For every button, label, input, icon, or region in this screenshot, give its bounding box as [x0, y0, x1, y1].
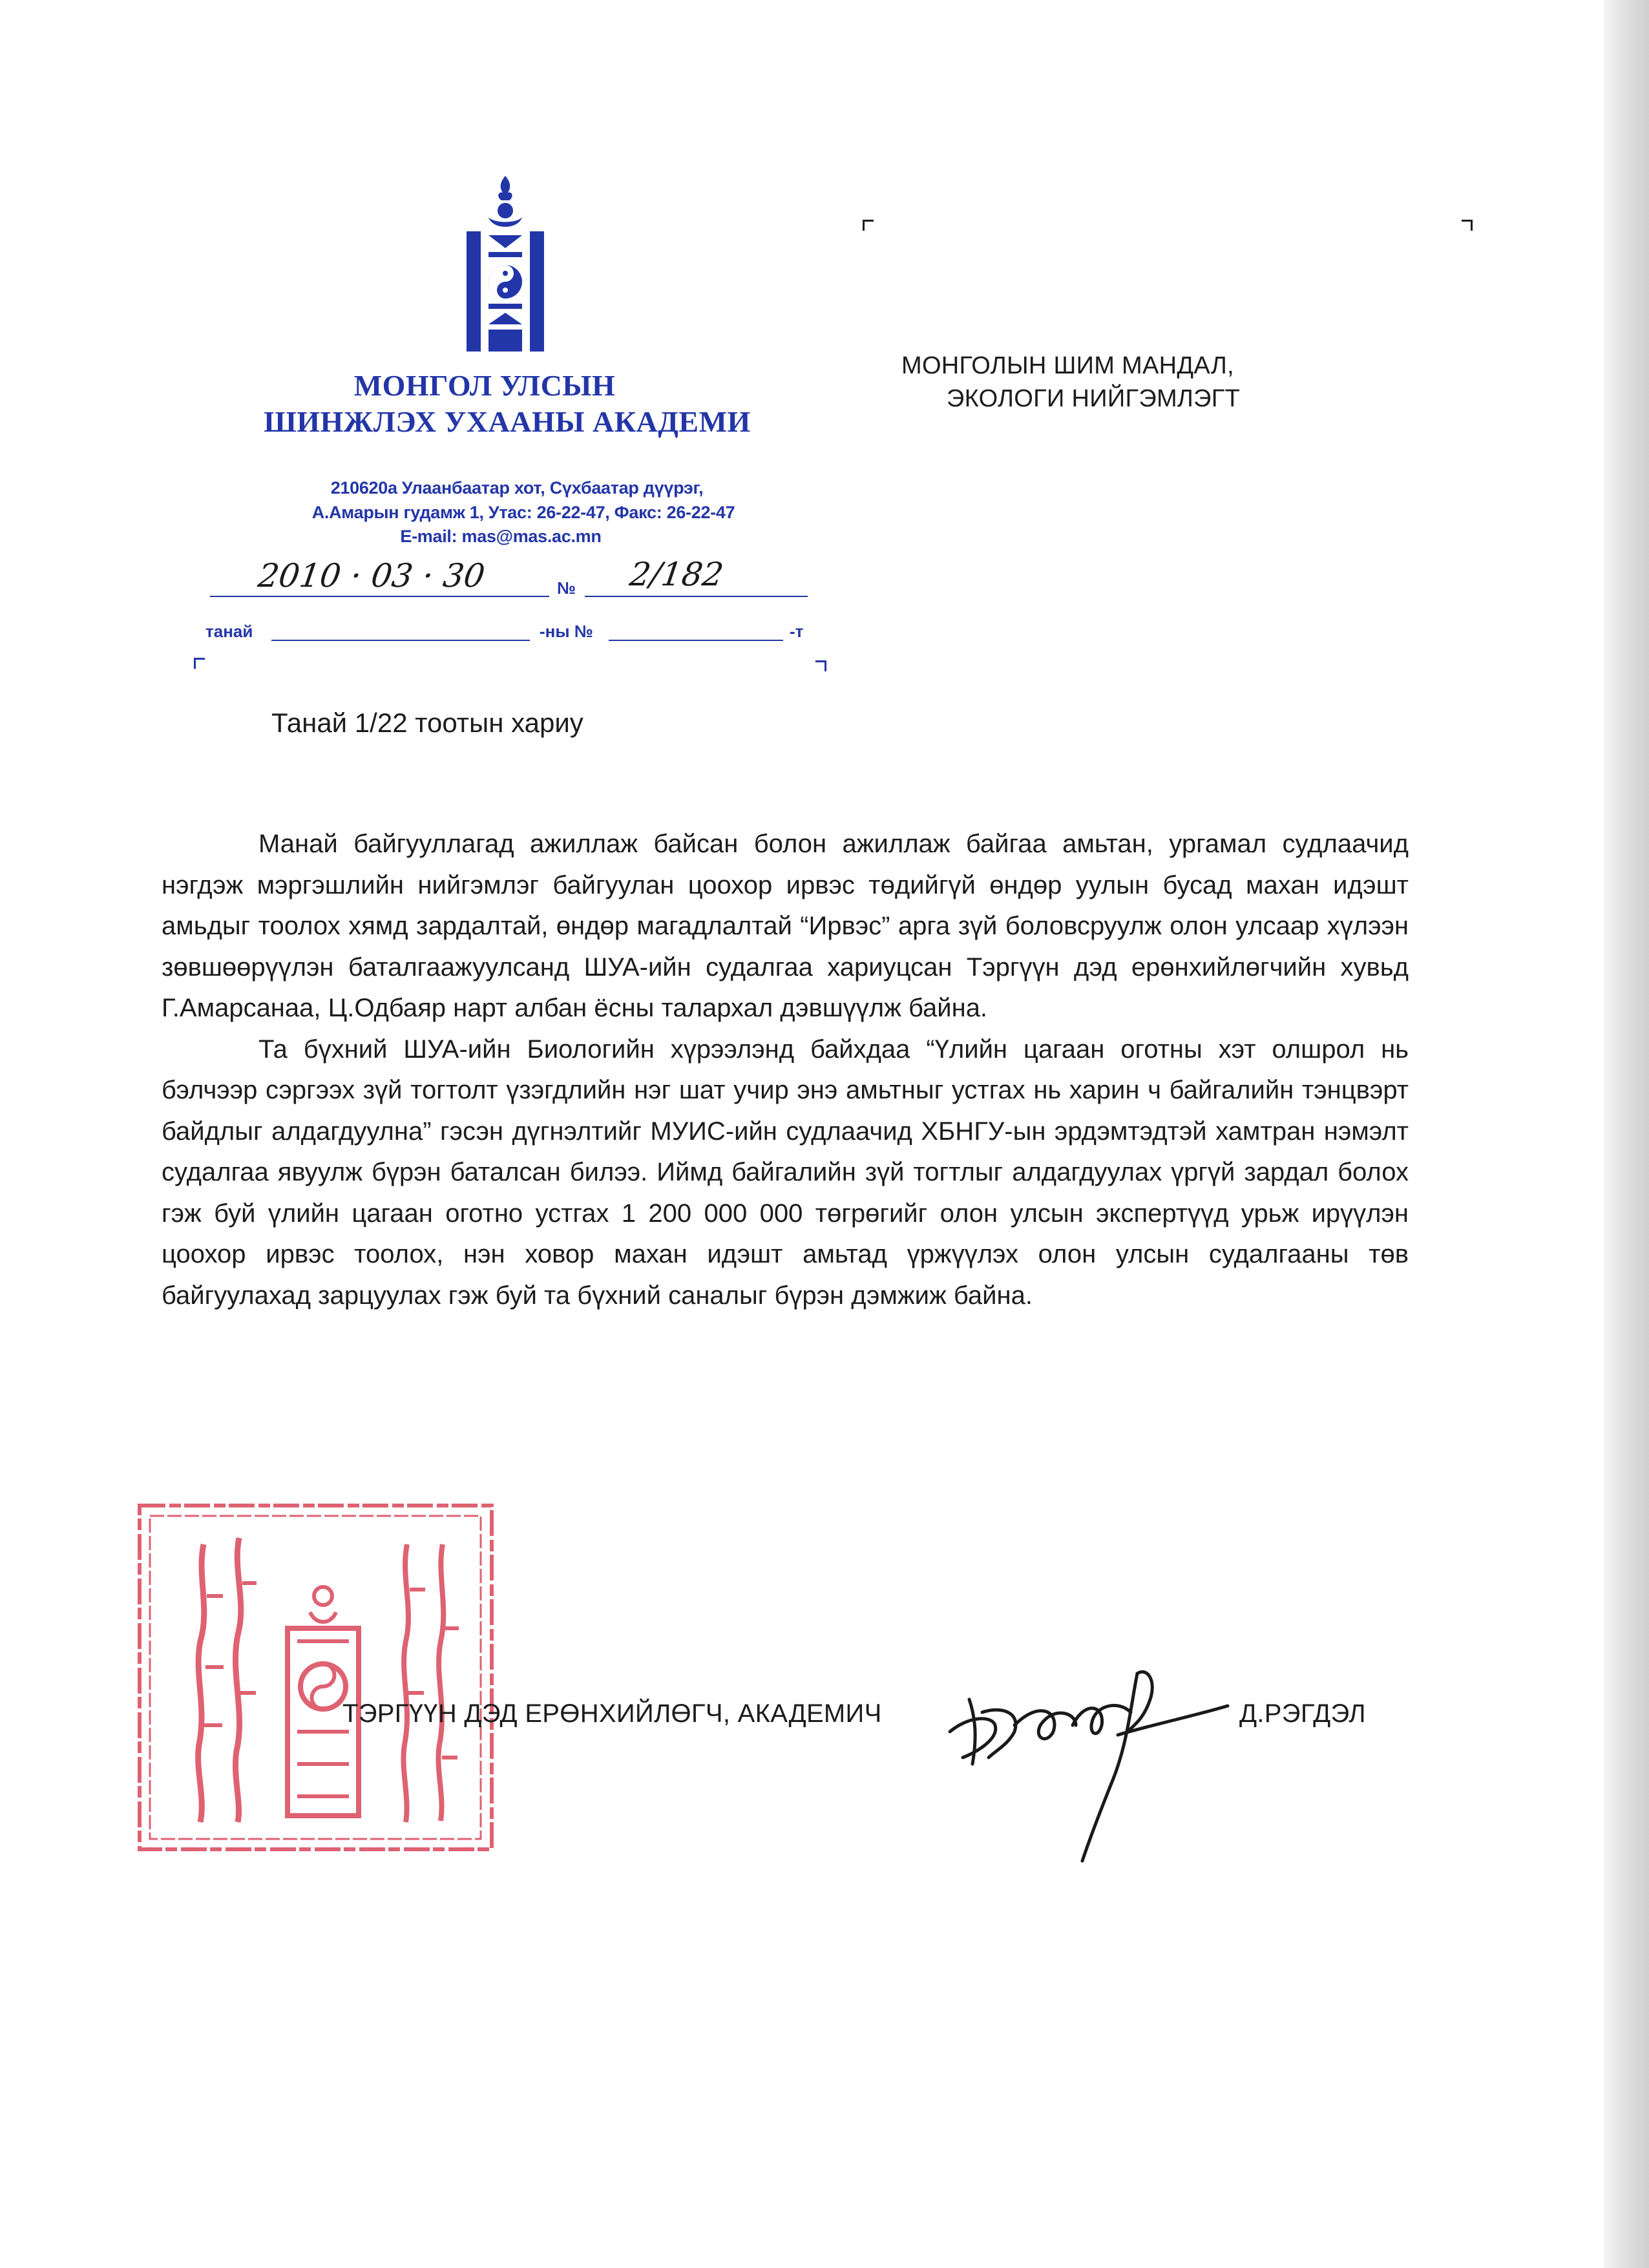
recipient-line2: ЭКОЛОГИ НИЙГЭМЛЭГТ — [947, 385, 1241, 412]
org-name-line1: МОНГОЛ УЛСЫН — [353, 369, 616, 402]
number-underline — [585, 596, 808, 597]
ny-no-underline — [609, 640, 783, 641]
scan-edge-shadow — [1604, 0, 1649, 2268]
number-label: № — [557, 578, 576, 598]
ny-no-label: -ны № — [540, 622, 593, 641]
body-paragraph-1: Манай байгууллагад ажиллаж байсан болон ажиллаж байгаа амьтан, ургамал судлаачид нэгдэж мэргэшлийн нийгэмлэг байгуулан цоохор ирвэс төдийгүй өндөр уулын бусад махан идэшт амьдыг тоолох хямд зардалтай, өндөр магадлалтай “Ирвэс” арга зүй боловсруулж олон улсаар хүлээн зөвшөөрүүлэн баталгаажуулсанд ШУА-ийн судалгаа хариуцсан Тэргүүн дэд ерөнхийлөгчийн хувьд Г.Амарсанаа, Ц.Одбаяр нарт албан ёсны талархал дэвшүүлж байна. — [162, 830, 1409, 1022]
date-underline — [210, 596, 549, 597]
soyombo-emblem-icon — [460, 174, 551, 352]
handwritten-signature-icon — [943, 1654, 1254, 1867]
address-line2: А.Амарын гудамж 1, Утас: 26-22-47, Факс: 26-22-47 — [311, 503, 735, 522]
your-label: танай — [205, 622, 253, 641]
letterhead-corner-mark — [815, 660, 826, 671]
recipient-line1: МОНГОЛЫН ШИМ МАНДАЛ, — [901, 352, 1235, 379]
letterhead-corner-mark — [194, 658, 205, 669]
handwritten-date: 2010 · 03 · 30 — [255, 557, 487, 594]
your-ref-underline — [271, 640, 530, 641]
subject-line: Танай 1/22 тоотын хариу — [271, 708, 583, 738]
handwritten-number: 2/182 — [627, 556, 726, 593]
letterhead — [194, 174, 814, 691]
signatory-title: ТЭРГҮҮН ДЭД ЕРӨНХИЙЛӨГЧ, АКАДЕМИЧ — [342, 1699, 882, 1728]
official-stamp-icon — [136, 1499, 498, 1854]
org-name-line2: ШИНЖЛЭХ УХААНЫ АКАДЕМИ — [264, 405, 751, 438]
signer-name: Д.РЭГДЭЛ — [1239, 1699, 1366, 1728]
recipient-corner-mark — [863, 220, 874, 231]
letter-body — [162, 824, 1409, 1316]
recipient-corner-mark — [1462, 220, 1473, 231]
email-line: E-mail: mas@mas.ac.mn — [400, 527, 602, 546]
t-label: -т — [790, 622, 804, 641]
body-paragraph-2: Та бүхний ШУА-ийн Биологийн хүрээлэнд байхдаа “Үлийн цагаан оготны хэт олшрол нь бэлчээр сэргээх зүй тогтолт үзэгдлийн нэг шат учир энэ амьтныг устгах нь харин ч байгалийн тэнцвэрт байдлыг алдагдуулна” гэсэн дүгнэлтийг МУИС-ийн судлаачид ХБНГУ-ын эрдэмтэдтэй хамтран нэмэлт судалгаа явуулж бүрэн баталсан билээ. Иймд байгалийн зүй тогтлыг алдагдуулах үргүй зардал болох гэж буй үлийн цагаан оготно устгах 1 200 000 000 төгрөгийг олон улсын экспертүүд урьж ирүүлэн цоохор ирвэс тоолох, нэн ховор махан идэшт амьтад үржүүлэх олон улсын судалгааны төв байгуулахад зарцуулах гэж буй та бүхний саналыг бүрэн дэмжиж байна. — [162, 1034, 1409, 1310]
address-line1: 210620а Улаанбаатар хот, Сүхбаатар дүүрэг, — [330, 478, 704, 498]
